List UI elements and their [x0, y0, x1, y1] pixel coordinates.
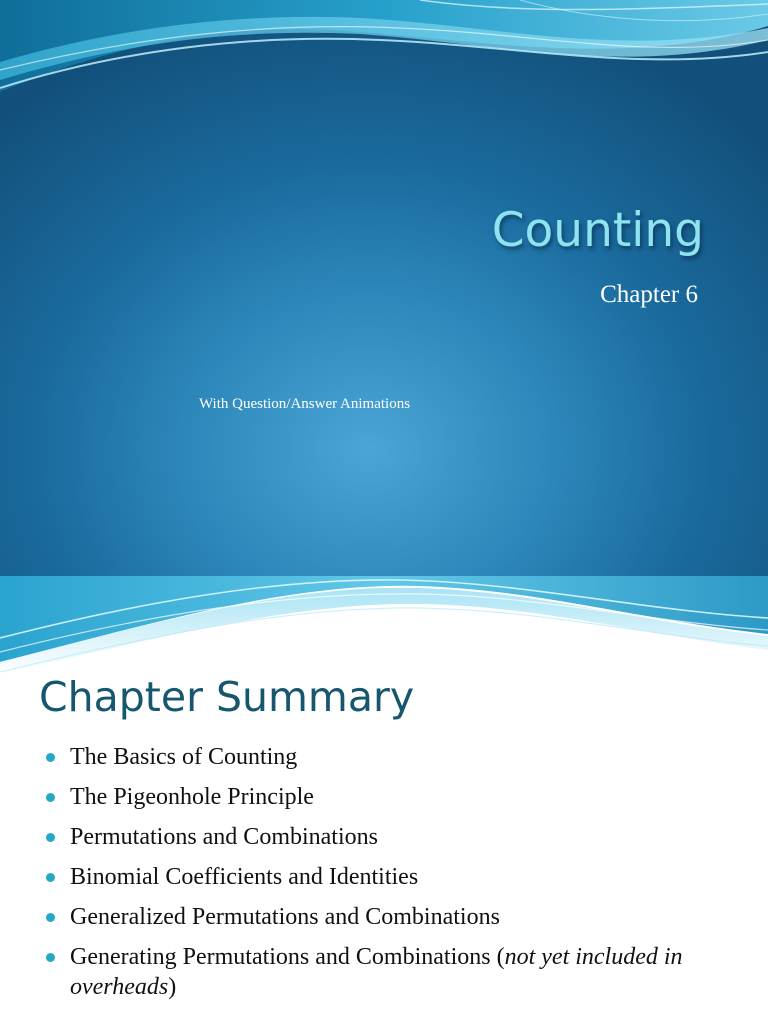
bullet-text: Permutations and Combinations: [70, 824, 378, 850]
summary-heading: Chapter Summary: [39, 673, 415, 721]
summary-wave-decoration: [0, 576, 768, 676]
bullet-icon: [46, 833, 55, 842]
slide-title: Counting: [491, 203, 704, 258]
bullet-icon: [46, 793, 55, 802]
bullet-icon: [46, 873, 55, 882]
bullet-item: [46, 862, 736, 892]
bullet-text: Generalized Permutations and Combinations: [70, 904, 500, 930]
summary-bullet-list: [46, 742, 736, 1012]
bullet-item: [46, 942, 736, 1002]
slide-subtitle: Chapter 6: [600, 281, 698, 308]
bullet-item: [46, 742, 736, 772]
bullet-icon: [46, 753, 55, 762]
bullet-text: Generating Permutations and Combinations (: [70, 944, 505, 970]
summary-slide: [0, 576, 768, 1024]
bullet-text: The Pigeonhole Principle: [70, 784, 314, 810]
bullet-item: [46, 822, 736, 852]
bullet-item: [46, 902, 736, 932]
slide-note: With Question/Answer Animations: [199, 396, 411, 412]
bullet-icon: [46, 913, 55, 922]
bullet-text: Binomial Coefficients and Identities: [70, 864, 419, 890]
bullet-suffix: ): [168, 974, 177, 1000]
bullet-text: The Basics of Counting: [70, 744, 298, 770]
bullet-item: [46, 782, 736, 812]
bullet-icon: [46, 953, 55, 962]
bullet-emphasis: not yet included in overheads: [70, 944, 683, 1000]
